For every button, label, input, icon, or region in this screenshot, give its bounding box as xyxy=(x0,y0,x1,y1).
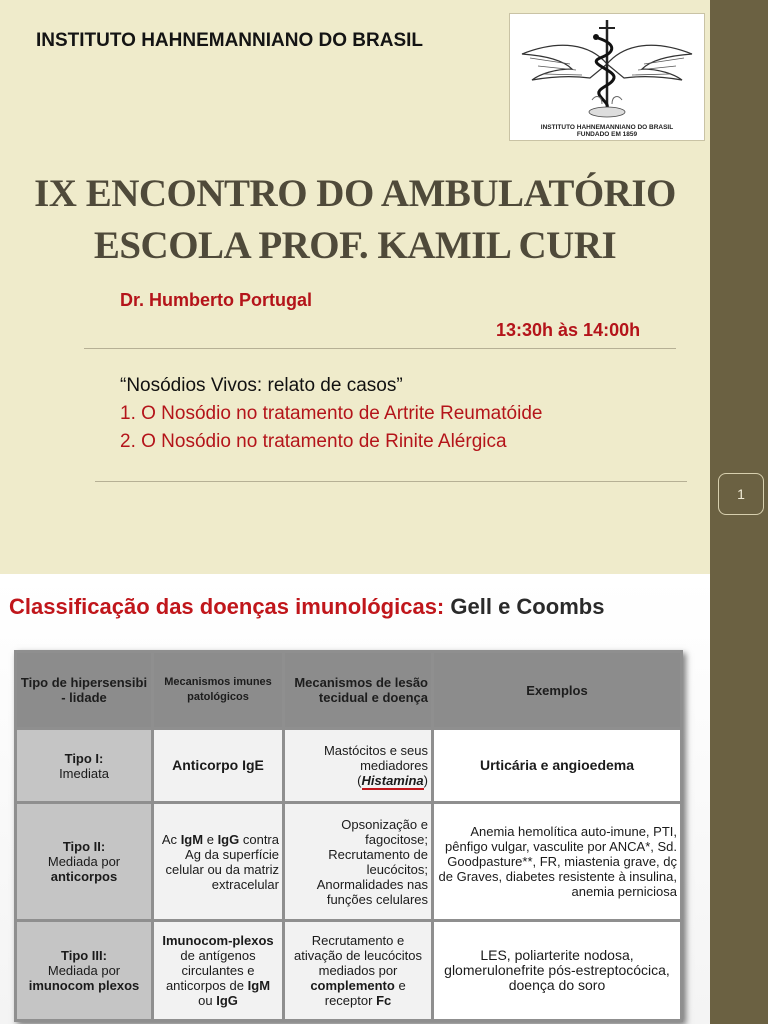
lesion-text: Recrutamento e ativação de leucócitos mediados por xyxy=(294,933,422,978)
caduceus-wings-emblem xyxy=(510,14,704,122)
type-desc: Mediada por xyxy=(47,963,121,978)
mech-text: de antígenos circulantes e anticorpos de xyxy=(165,948,256,993)
slide-number-badge: 1 xyxy=(718,473,764,515)
institute-name: INSTITUTO HAHNEMANNIANO DO BRASIL xyxy=(36,30,424,51)
mech-text: ou xyxy=(198,993,213,1008)
divider-top xyxy=(84,348,676,349)
type-cell xyxy=(16,921,153,1021)
lesion-mechanism-cell: Mastócitos e seus mediadores (Histamina) xyxy=(284,729,433,803)
mech-bold: IgM xyxy=(180,831,204,847)
mech-text: contra Ag da superfície celular ou da matriz extracelular xyxy=(165,831,279,892)
examples-cell: Anemia hemolítica auto-imune, PTI, pênfigo vulgar, vasculite por ANCA*, Sd. Goodpasture**, FR, miastenia grave, dç de Graves, diabetes resistente à insulina, anemia perniciosa xyxy=(433,803,682,921)
logo-caption-line2: FUNDADO EM 1859 xyxy=(576,131,638,138)
slide-2-title xyxy=(9,594,604,620)
table-header-row xyxy=(16,652,682,729)
table-header-cell: Tipo de hipersensibi - lidade xyxy=(16,652,153,729)
lesion-text: e receptor xyxy=(324,978,406,1008)
speaker-name: Dr. Humberto Portugal xyxy=(120,290,313,310)
immune-mechanism-cell xyxy=(153,921,284,1021)
slide-2-title-black: Gell e Coombs xyxy=(450,594,605,619)
divider-bottom xyxy=(95,481,687,482)
immune-mechanism-cell: Anticorpo IgE xyxy=(153,729,284,803)
type-name: Tipo I: xyxy=(64,750,104,766)
institute-logo xyxy=(509,13,705,141)
type-desc: Imediata xyxy=(59,765,109,781)
type-name: Tipo II: xyxy=(62,839,106,854)
mech-bold: IgG xyxy=(217,831,240,847)
examples-cell: Urticária e angioedema xyxy=(433,729,682,803)
table-row xyxy=(16,803,682,921)
slide-title xyxy=(0,168,710,272)
type-desc: Mediada por xyxy=(47,854,121,869)
type-name: Tipo III: xyxy=(61,948,107,963)
slide-2-title-red: Classificação das doenças imunológicas: xyxy=(9,594,445,619)
type-cell xyxy=(16,803,153,921)
session-time: 13:30h às 14:00h xyxy=(496,320,641,340)
immune-mechanism-cell xyxy=(153,803,284,921)
lesion-mechanism-cell xyxy=(284,921,433,1021)
table-header-cell: Mecanismos imunes patológicos xyxy=(153,652,284,729)
title-line-1: IX ENCONTRO DO AMBULATÓRIO xyxy=(34,172,676,215)
logo-caption xyxy=(510,124,704,138)
topic-heading: “Nosódios Vivos: relato de casos” xyxy=(120,375,403,396)
lesion-bold: complemento xyxy=(310,978,395,993)
type-desc-bold: anticorpos xyxy=(50,869,118,884)
lesion-bold: Fc xyxy=(376,993,392,1008)
examples-cell: LES, poliarterite nodosa, glomerulonefrite pós-estreptocócica, doença do soro xyxy=(433,921,682,1021)
mech-bold: Imunocom-plexos xyxy=(162,933,274,948)
table-header-cell: Mecanismos de lesão tecidual e doença xyxy=(284,652,433,729)
slide-2 xyxy=(0,576,710,1024)
title-line-2: ESCOLA PROF. KAMIL CURI xyxy=(93,224,617,267)
type-desc-bold: imunocom plexos xyxy=(28,978,140,993)
table-row xyxy=(16,729,682,803)
type-cell xyxy=(16,729,153,803)
histamine-highlight: Histamina xyxy=(361,773,424,788)
table-row xyxy=(16,921,682,1021)
table-header-cell: Exemplos xyxy=(433,652,682,729)
lesion-mechanism-text: Mastócitos e seus mediadores xyxy=(323,743,428,773)
mech-bold: IgG xyxy=(216,993,238,1008)
logo-caption-line1: INSTITUTO HAHNEMANNIANO DO BRASIL xyxy=(540,124,674,131)
mech-text: e xyxy=(206,831,214,847)
mech-bold: IgM xyxy=(247,978,271,993)
topic-item-1: 1. O Nosódio no tratamento de Artrite Reumatóide xyxy=(120,403,543,424)
hypersensitivity-table xyxy=(14,650,683,1022)
lesion-mechanism-cell: Opsonização e fagocitose; Recrutamento de leucócitos; Anormalidades nas funções celulares xyxy=(284,803,433,921)
topic-item-2: 2. O Nosódio no tratamento de Rinite Alérgica xyxy=(120,431,507,452)
mech-text: Ac xyxy=(161,831,178,847)
